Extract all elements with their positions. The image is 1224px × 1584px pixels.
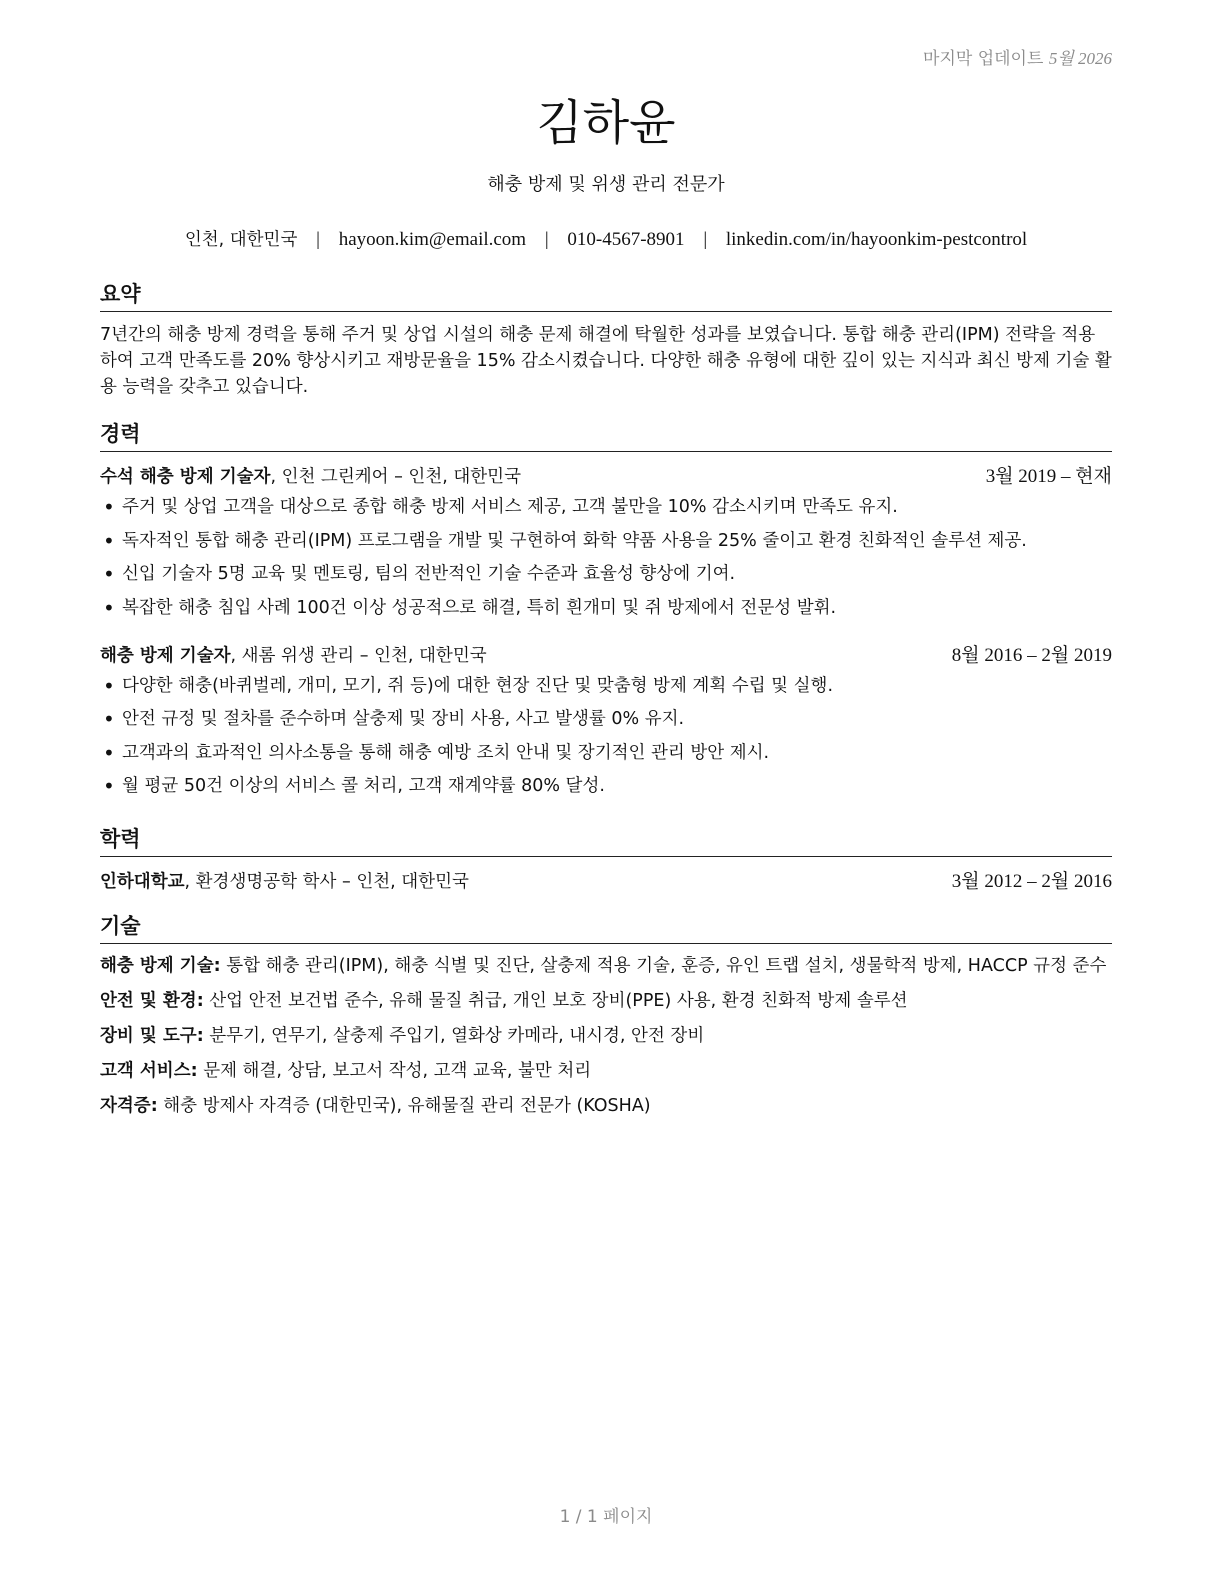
candidate-name: 김하윤 — [536, 95, 676, 151]
skills-section — [100, 910, 1112, 1119]
job-org: , 새롬 위생 관리 – 인천, 대한민국 — [230, 645, 487, 666]
job-dates: 3월 2019 – 현재 — [985, 466, 1112, 487]
job-bullet: • 주거 및 상업 고객을 대상으로 종합 해충 방제 서비스 제공, 고객 불만을 10% 감소시키며 만족도 유지. — [100, 494, 1112, 520]
job-bullets — [100, 673, 1112, 800]
last-updated-date: 5월 2026 — [1048, 49, 1112, 68]
experience-section — [100, 418, 1112, 807]
skill-text: 분무기, 연무기, 살충제 주입기, 열화상 카메라, 내시경, 안전 장비 — [203, 1026, 705, 1046]
skill-text: 문제 해결, 상담, 보고서 작성, 고객 교육, 불만 처리 — [197, 1061, 592, 1081]
education-header — [100, 869, 1112, 895]
page-number: 1 / 1 페이지 — [559, 1507, 653, 1527]
skill-line — [100, 1093, 1112, 1119]
job-title-line — [100, 643, 487, 669]
last-updated — [923, 44, 1112, 69]
skill-label: 안전 및 환경: — [100, 991, 204, 1011]
last-updated-label: 마지막 업데이트 — [923, 49, 1044, 69]
summary-title: 요약 — [100, 278, 1112, 312]
skill-text: 산업 안전 보건법 준수, 유해 물질 취급, 개인 보호 장비(PPE) 사용, 환경 친화적 방제 솔루션 — [203, 991, 908, 1011]
job-bullet: • 고객과의 효과적인 의사소통을 통해 해충 예방 조치 안내 및 장기적인 관리 방안 제시. — [100, 740, 1112, 766]
skill-text: 통합 해충 관리(IPM), 해충 식별 및 진단, 살충제 적용 기술, 훈증, 유인 트랩 설치, 생물학적 방제, HACCP 규정 준수 — [220, 956, 1107, 976]
contact-separator: | — [316, 229, 320, 250]
education-line — [100, 869, 469, 895]
summary-text: 7년간의 해충 방제 경력을 통해 주거 및 상업 시설의 해충 문제 해결에 탁월한 성과를 보였습니다. 통합 해충 관리(IPM) 전략을 적용하여 고객 만족도를 20% 향상시키고 재방문율을 15% 감소시켰습니다. 다양한 해충 유형에 대한 깊이 있는 지식과 최신 방제 기술 활용 능력을 갖추고 있습니다. — [100, 325, 1112, 397]
job-entry — [100, 464, 1112, 621]
job-dates: 8월 2016 – 2월 2019 — [951, 644, 1112, 666]
education-detail: , 환경생명공학 학사 – 인천, 대한민국 — [184, 872, 469, 892]
skill-label: 고객 서비스: — [100, 1061, 198, 1081]
job-bullet: • 다양한 해충(바퀴벌레, 개미, 모기, 쥐 등)에 대한 현장 진단 및 맞춤형 방제 계획 수립 및 실행. — [100, 673, 1112, 699]
skill-label: 해충 방제 기술: — [100, 956, 221, 976]
contact-email[interactable]: hayoon.kim@email.com — [338, 229, 527, 250]
education-school: 인하대학교 — [100, 872, 185, 892]
skill-line — [100, 1023, 1112, 1049]
skill-line — [100, 988, 1112, 1014]
contact-line — [100, 226, 1112, 251]
job-role: 해충 방제 기술자 — [100, 645, 231, 666]
skill-label: 자격증: — [100, 1096, 158, 1116]
contact-separator: | — [703, 229, 708, 250]
candidate-headline: 해충 방제 및 위생 관리 전문가 — [487, 174, 725, 195]
job-org: , 인천 그린케어 – 인천, 대한민국 — [270, 467, 521, 487]
job-role: 수석 해충 방제 기술자 — [100, 467, 271, 487]
job-title-line — [100, 464, 521, 490]
skill-line — [100, 1058, 1112, 1084]
contact-phone: 010-4567-8901 — [567, 229, 685, 250]
contact-linkedin[interactable]: linkedin.com/in/hayoonkim-pestcontrol — [725, 229, 1028, 250]
job-header — [100, 643, 1112, 669]
education-section — [100, 823, 1112, 895]
job-bullet: • 독자적인 통합 해충 관리(IPM) 프로그램을 개발 및 구현하여 화학 약품 사용을 25% 줄이고 환경 친화적인 솔루션 제공. — [100, 528, 1112, 554]
contact-separator: | — [544, 229, 549, 250]
education-entry — [100, 869, 1112, 895]
education-title: 학력 — [100, 823, 1112, 857]
education-dates: 3월 2012 – 2월 2016 — [951, 871, 1112, 892]
job-bullet: • 안전 규정 및 절차를 준수하며 살충제 및 장비 사용, 사고 발생률 0% 유지. — [100, 706, 1112, 732]
job-entry — [100, 643, 1112, 800]
skill-label: 장비 및 도구: — [100, 1026, 204, 1046]
job-bullets — [100, 494, 1112, 621]
experience-title: 경력 — [100, 418, 1112, 452]
job-header — [100, 464, 1112, 490]
skill-line — [100, 953, 1112, 979]
summary-section — [100, 278, 1112, 400]
skill-text: 해충 방제사 자격증 (대한민국), 유해물질 관리 전문가 (KOSHA) — [157, 1096, 651, 1116]
job-bullet: • 복잡한 해충 침입 사례 100건 이상 성공적으로 해결, 특히 흰개미 및 쥐 방제에서 전문성 발휘. — [100, 595, 1112, 621]
job-bullet: • 신입 기술자 5명 교육 및 멘토링, 팀의 전반적인 기술 수준과 효율성 향상에 기여. — [100, 561, 1112, 587]
contact-location: 인천, 대한민국 — [184, 230, 298, 250]
job-bullet: • 월 평균 50건 이상의 서비스 콜 처리, 고객 재계약률 80% 달성. — [100, 773, 1112, 799]
skills-title: 기술 — [100, 910, 1112, 944]
resume-page — [100, 0, 1112, 1584]
